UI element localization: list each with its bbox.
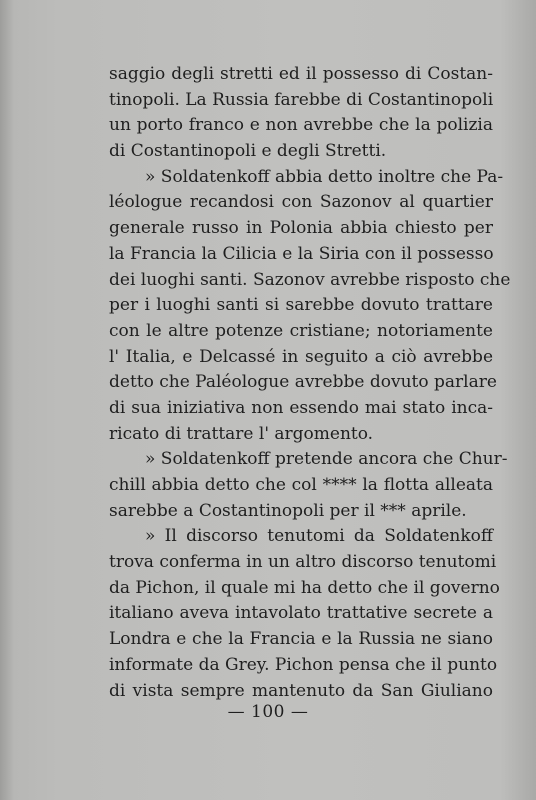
text-line: chill abbia detto che col **** la flotta alleata <box>109 475 493 495</box>
text-line: generale russo in Polonia abbia chiesto per <box>109 218 493 239</box>
text-line: léologue recandosi con Sazonov al quartier <box>109 192 493 213</box>
body-text <box>109 62 511 704</box>
text-line: di Costantinopoli e degli Stretti. <box>109 141 387 162</box>
text-line: trova conferma in un altro discorso tenutomi <box>109 552 497 573</box>
text-line: per i luoghi santi si sarebbe dovuto trattare <box>109 295 493 316</box>
text-line: italiano aveva intavolato trattative secrete a <box>109 603 493 624</box>
text-line: con le altre potenze cristiane; notoriamente <box>109 320 493 341</box>
text-line: » Soldatenkoff abbia detto inoltre che Pa- <box>145 166 504 187</box>
text-line: Londra e che la Francia e la Russia ne siano <box>109 629 493 650</box>
text-line: detto che Paléologue avrebbe dovuto parlare <box>109 372 497 393</box>
text-line: saggio degli stretti ed il possesso di Costan- <box>109 64 493 84</box>
text-line: di sua iniziativa non essendo mai stato inca- <box>109 397 493 418</box>
text-line: dei luoghi santi. Sazonov avrebbe risposto che <box>109 269 511 290</box>
text-line: ricato di trattare l' argomento. <box>109 423 374 444</box>
text-line: tinopoli. La Russia farebbe di Costantinopoli <box>109 89 494 110</box>
text-line: da Pichon, il quale mi ha detto che il governo <box>109 577 500 598</box>
page-number: — 100 — <box>227 702 309 722</box>
text-line: l' Italia, e Delcassé in seguito a ciò avrebbe <box>109 346 493 367</box>
text-line: informate da Grey. Pichon pensa che il punto <box>109 654 498 675</box>
text-line: la Francia la Cilicia e la Siria con il possesso <box>109 243 494 264</box>
text-line: di vista sempre mantenuto da San Giuliano <box>109 680 493 701</box>
text-line: » Soldatenkoff pretende ancora che Chur- <box>145 449 508 470</box>
text-line: sarebbe a Costantinopoli per il *** aprile. <box>109 500 467 521</box>
text-line: » Il discorso tenutomi da Soldatenkoff <box>145 526 493 547</box>
text-line: un porto franco e non avrebbe che la polizia <box>109 115 493 136</box>
